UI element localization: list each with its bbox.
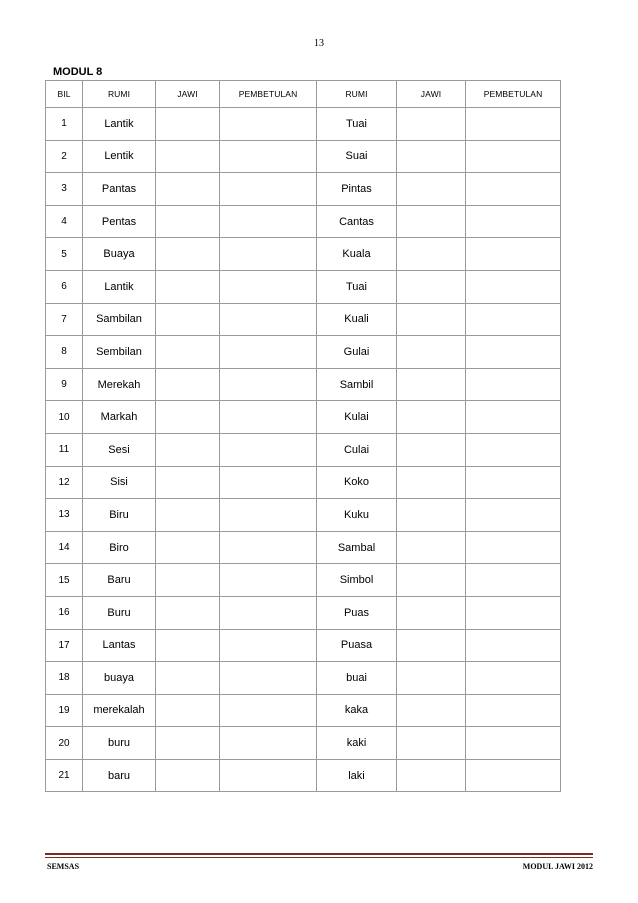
header-rumi-2: RUMI [317, 81, 397, 108]
table-row [46, 596, 561, 629]
bil-cell: 6 [46, 270, 83, 303]
table-header-row [46, 81, 561, 108]
pembetulan-answer-cell[interactable] [220, 694, 317, 727]
pembetulan-answer-cell[interactable] [220, 303, 317, 336]
jawi-answer-cell-2[interactable] [397, 531, 466, 564]
rumi-cell: baru [83, 759, 156, 792]
pembetulan-answer-cell-2[interactable] [466, 205, 561, 238]
jawi-answer-cell[interactable] [156, 694, 220, 727]
pembetulan-answer-cell-2[interactable] [466, 759, 561, 792]
rumi-cell: Sesi [83, 433, 156, 466]
pembetulan-answer-cell[interactable] [220, 140, 317, 173]
footer-rule-thin [45, 857, 593, 858]
bil-cell: 11 [46, 433, 83, 466]
jawi-answer-cell[interactable] [156, 108, 220, 141]
jawi-answer-cell-2[interactable] [397, 727, 466, 760]
bil-cell: 18 [46, 662, 83, 695]
jawi-answer-cell[interactable] [156, 499, 220, 532]
rumi-cell-2: Sambal [317, 531, 397, 564]
rumi-cell-2: Sambil [317, 368, 397, 401]
pembetulan-answer-cell-2[interactable] [466, 368, 561, 401]
rumi-cell: Sisi [83, 466, 156, 499]
jawi-answer-cell-2[interactable] [397, 108, 466, 141]
pembetulan-answer-cell[interactable] [220, 433, 317, 466]
rumi-cell-2: Kuala [317, 238, 397, 271]
bil-cell: 9 [46, 368, 83, 401]
pembetulan-answer-cell[interactable] [220, 759, 317, 792]
jawi-answer-cell[interactable] [156, 662, 220, 695]
pembetulan-answer-cell[interactable] [220, 336, 317, 369]
pembetulan-answer-cell-2[interactable] [466, 303, 561, 336]
rumi-cell-2: buai [317, 662, 397, 695]
pembetulan-answer-cell-2[interactable] [466, 108, 561, 141]
pembetulan-answer-cell-2[interactable] [466, 140, 561, 173]
module-title: MODUL 8 [53, 66, 103, 78]
bil-cell: 14 [46, 531, 83, 564]
jawi-answer-cell[interactable] [156, 727, 220, 760]
pembetulan-answer-cell-2[interactable] [466, 466, 561, 499]
rumi-cell-2: Puasa [317, 629, 397, 662]
jawi-answer-cell[interactable] [156, 303, 220, 336]
rumi-cell-2: Koko [317, 466, 397, 499]
bil-cell: 20 [46, 727, 83, 760]
rumi-cell: Lantik [83, 108, 156, 141]
table-row [46, 759, 561, 792]
bil-cell: 17 [46, 629, 83, 662]
rumi-cell: merekalah [83, 694, 156, 727]
rumi-cell-2: Culai [317, 433, 397, 466]
rumi-cell: buaya [83, 662, 156, 695]
jawi-answer-cell-2[interactable] [397, 173, 466, 206]
table-row [46, 401, 561, 434]
table-row [46, 238, 561, 271]
pembetulan-answer-cell[interactable] [220, 531, 317, 564]
jawi-answer-cell[interactable] [156, 368, 220, 401]
rumi-cell-2: Kulai [317, 401, 397, 434]
jawi-answer-cell[interactable] [156, 433, 220, 466]
bil-cell: 7 [46, 303, 83, 336]
jawi-answer-cell-2[interactable] [397, 401, 466, 434]
pembetulan-answer-cell[interactable] [220, 173, 317, 206]
bil-cell: 13 [46, 499, 83, 532]
pembetulan-answer-cell[interactable] [220, 727, 317, 760]
bil-cell: 16 [46, 596, 83, 629]
jawi-answer-cell-2[interactable] [397, 433, 466, 466]
bil-cell: 3 [46, 173, 83, 206]
header-rumi: RUMI [83, 81, 156, 108]
pembetulan-answer-cell[interactable] [220, 629, 317, 662]
jawi-answer-cell-2[interactable] [397, 564, 466, 597]
table-row [46, 173, 561, 206]
pembetulan-answer-cell[interactable] [220, 466, 317, 499]
bil-cell: 1 [46, 108, 83, 141]
table-row [46, 564, 561, 597]
jawi-answer-cell-2[interactable] [397, 205, 466, 238]
table-row [46, 433, 561, 466]
pembetulan-answer-cell-2[interactable] [466, 694, 561, 727]
jawi-answer-cell[interactable] [156, 531, 220, 564]
jawi-answer-cell[interactable] [156, 564, 220, 597]
jawi-answer-cell[interactable] [156, 401, 220, 434]
rumi-cell: buru [83, 727, 156, 760]
table-row [46, 662, 561, 695]
pembetulan-answer-cell-2[interactable] [466, 238, 561, 271]
bil-cell: 8 [46, 336, 83, 369]
jawi-answer-cell[interactable] [156, 238, 220, 271]
rumi-cell: Lentik [83, 140, 156, 173]
footer-left-text: SEMSAS [47, 862, 80, 871]
jawi-answer-cell[interactable] [156, 629, 220, 662]
table-row [46, 694, 561, 727]
header-pembetulan-2: PEMBETULAN [466, 81, 561, 108]
worksheet-table [45, 80, 561, 792]
jawi-answer-cell-2[interactable] [397, 303, 466, 336]
bil-cell: 19 [46, 694, 83, 727]
table-row [46, 140, 561, 173]
rumi-cell-2: Kuali [317, 303, 397, 336]
table-row [46, 368, 561, 401]
rumi-cell-2: Simbol [317, 564, 397, 597]
rumi-cell-2: laki [317, 759, 397, 792]
rumi-cell-2: Cantas [317, 205, 397, 238]
rumi-cell-2: Puas [317, 596, 397, 629]
jawi-answer-cell[interactable] [156, 173, 220, 206]
pembetulan-answer-cell[interactable] [220, 401, 317, 434]
jawi-answer-cell-2[interactable] [397, 336, 466, 369]
page-number: 13 [314, 38, 324, 49]
table-row [46, 205, 561, 238]
bil-cell: 12 [46, 466, 83, 499]
rumi-cell: Biro [83, 531, 156, 564]
table-row [46, 270, 561, 303]
jawi-answer-cell-2[interactable] [397, 140, 466, 173]
rumi-cell-2: kaka [317, 694, 397, 727]
jawi-answer-cell[interactable] [156, 466, 220, 499]
rumi-cell-2: Suai [317, 140, 397, 173]
rumi-cell-2: kaki [317, 727, 397, 760]
table-row [46, 336, 561, 369]
header-jawi-2: JAWI [397, 81, 466, 108]
pembetulan-answer-cell[interactable] [220, 596, 317, 629]
table-row [46, 727, 561, 760]
header-bil: BIL [46, 81, 83, 108]
pembetulan-answer-cell[interactable] [220, 662, 317, 695]
rumi-cell-2: Kuku [317, 499, 397, 532]
pembetulan-answer-cell-2[interactable] [466, 727, 561, 760]
table-row [46, 531, 561, 564]
jawi-answer-cell-2[interactable] [397, 629, 466, 662]
footer-rule [45, 853, 593, 855]
jawi-answer-cell-2[interactable] [397, 759, 466, 792]
jawi-answer-cell-2[interactable] [397, 270, 466, 303]
pembetulan-answer-cell[interactable] [220, 238, 317, 271]
table-row [46, 303, 561, 336]
bil-cell: 21 [46, 759, 83, 792]
pembetulan-answer-cell-2[interactable] [466, 629, 561, 662]
pembetulan-answer-cell[interactable] [220, 270, 317, 303]
pembetulan-answer-cell-2[interactable] [466, 336, 561, 369]
bil-cell: 15 [46, 564, 83, 597]
bil-cell: 10 [46, 401, 83, 434]
pembetulan-answer-cell-2[interactable] [466, 173, 561, 206]
table-row [46, 466, 561, 499]
jawi-answer-cell-2[interactable] [397, 694, 466, 727]
header-pembetulan: PEMBETULAN [220, 81, 317, 108]
table-row [46, 108, 561, 141]
jawi-answer-cell[interactable] [156, 270, 220, 303]
bil-cell: 5 [46, 238, 83, 271]
pembetulan-answer-cell-2[interactable] [466, 433, 561, 466]
jawi-answer-cell-2[interactable] [397, 499, 466, 532]
jawi-answer-cell-2[interactable] [397, 596, 466, 629]
rumi-cell: Sambilan [83, 303, 156, 336]
jawi-answer-cell[interactable] [156, 336, 220, 369]
pembetulan-answer-cell-2[interactable] [466, 564, 561, 597]
jawi-answer-cell[interactable] [156, 759, 220, 792]
table-body [46, 108, 561, 792]
jawi-answer-cell-2[interactable] [397, 238, 466, 271]
rumi-cell: Biru [83, 499, 156, 532]
rumi-cell: Buaya [83, 238, 156, 271]
rumi-cell: Sembilan [83, 336, 156, 369]
pembetulan-answer-cell-2[interactable] [466, 531, 561, 564]
table-row [46, 499, 561, 532]
jawi-answer-cell[interactable] [156, 596, 220, 629]
rumi-cell: Pentas [83, 205, 156, 238]
pembetulan-answer-cell-2[interactable] [466, 596, 561, 629]
rumi-cell: Buru [83, 596, 156, 629]
pembetulan-answer-cell[interactable] [220, 108, 317, 141]
rumi-cell: Merekah [83, 368, 156, 401]
header-jawi: JAWI [156, 81, 220, 108]
jawi-answer-cell[interactable] [156, 205, 220, 238]
pembetulan-answer-cell[interactable] [220, 564, 317, 597]
rumi-cell-2: Pintas [317, 173, 397, 206]
jawi-answer-cell[interactable] [156, 140, 220, 173]
bil-cell: 2 [46, 140, 83, 173]
jawi-answer-cell-2[interactable] [397, 662, 466, 695]
rumi-cell: Baru [83, 564, 156, 597]
rumi-cell: Lantas [83, 629, 156, 662]
pembetulan-answer-cell-2[interactable] [466, 270, 561, 303]
rumi-cell-2: Tuai [317, 108, 397, 141]
rumi-cell-2: Gulai [317, 336, 397, 369]
rumi-cell: Markah [83, 401, 156, 434]
table-row [46, 629, 561, 662]
rumi-cell: Lantik [83, 270, 156, 303]
footer-right-text: MODUL JAWI 2012 [522, 862, 593, 871]
pembetulan-answer-cell-2[interactable] [466, 499, 561, 532]
pembetulan-answer-cell-2[interactable] [466, 401, 561, 434]
pembetulan-answer-cell[interactable] [220, 205, 317, 238]
jawi-answer-cell-2[interactable] [397, 466, 466, 499]
rumi-cell: Pantas [83, 173, 156, 206]
pembetulan-answer-cell[interactable] [220, 368, 317, 401]
jawi-answer-cell-2[interactable] [397, 368, 466, 401]
bil-cell: 4 [46, 205, 83, 238]
pembetulan-answer-cell-2[interactable] [466, 662, 561, 695]
rumi-cell-2: Tuai [317, 270, 397, 303]
pembetulan-answer-cell[interactable] [220, 499, 317, 532]
